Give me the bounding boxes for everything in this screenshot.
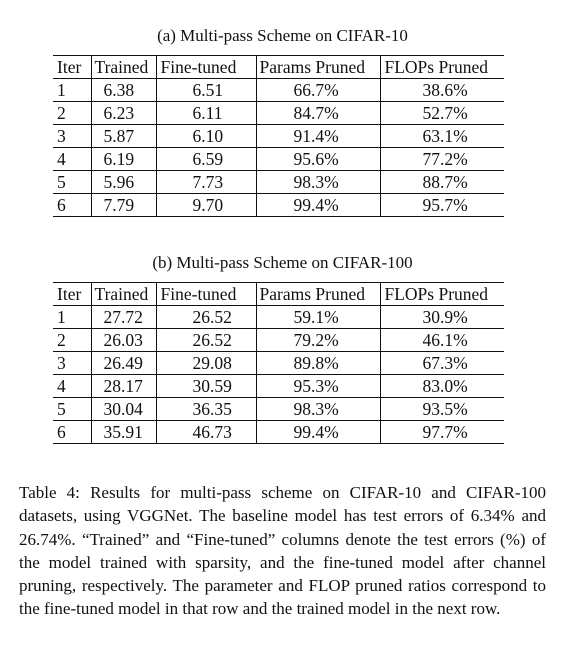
cell-iter: 6 (53, 194, 91, 217)
cell-trained: 5.96 (91, 171, 156, 194)
cell-fine-tuned: 26.52 (156, 329, 256, 352)
cell-fine-tuned: 46.73 (156, 421, 256, 444)
cell-flops-pruned: 63.1% (380, 125, 504, 148)
table-a (53, 55, 504, 217)
cell-params-pruned: 95.6% (256, 148, 380, 171)
cell-params-pruned: 95.3% (256, 375, 380, 398)
cell-iter: 5 (53, 398, 91, 421)
cell-trained: 26.03 (91, 329, 156, 352)
cell-fine-tuned: 29.08 (156, 352, 256, 375)
cell-params-pruned: 99.4% (256, 194, 380, 217)
table-row (53, 306, 504, 329)
cell-iter: 3 (53, 352, 91, 375)
cell-iter: 3 (53, 125, 91, 148)
cell-fine-tuned: 6.10 (156, 125, 256, 148)
cell-fine-tuned: 26.52 (156, 306, 256, 329)
table-row (53, 398, 504, 421)
cell-params-pruned: 98.3% (256, 398, 380, 421)
cell-flops-pruned: 88.7% (380, 171, 504, 194)
header-row (53, 283, 504, 306)
column-header-iter: Iter (53, 283, 91, 306)
table-b-body (53, 283, 504, 444)
cell-trained: 5.87 (91, 125, 156, 148)
cell-flops-pruned: 46.1% (380, 329, 504, 352)
table-row (53, 102, 504, 125)
cell-trained: 35.91 (91, 421, 156, 444)
cell-iter: 2 (53, 102, 91, 125)
cell-trained: 6.38 (91, 79, 156, 102)
cell-flops-pruned: 97.7% (380, 421, 504, 444)
column-header-flops-pruned: FLOPs Pruned (380, 283, 504, 306)
column-header-params-pruned: Params Pruned (256, 283, 380, 306)
cell-params-pruned: 91.4% (256, 125, 380, 148)
cell-params-pruned: 66.7% (256, 79, 380, 102)
cell-fine-tuned: 6.11 (156, 102, 256, 125)
table-b-caption: (b) Multi-pass Scheme on CIFAR-100 (152, 253, 413, 272)
cell-iter: 6 (53, 421, 91, 444)
cell-params-pruned: 89.8% (256, 352, 380, 375)
table-a-body (53, 56, 504, 217)
cell-trained: 6.23 (91, 102, 156, 125)
cell-params-pruned: 98.3% (256, 171, 380, 194)
cell-params-pruned: 99.4% (256, 421, 380, 444)
cell-trained: 7.79 (91, 194, 156, 217)
table-row (53, 329, 504, 352)
cell-flops-pruned: 77.2% (380, 148, 504, 171)
column-header-trained: Trained (91, 283, 156, 306)
cell-iter: 5 (53, 171, 91, 194)
cell-trained: 28.17 (91, 375, 156, 398)
cell-params-pruned: 84.7% (256, 102, 380, 125)
cell-trained: 27.72 (91, 306, 156, 329)
table-row (53, 352, 504, 375)
table-caption: Table 4: Results for multi-pass scheme on CIFAR-10 and CIFAR-100 datasets, using VGGNet. The baseline model has test errors of 6.34% and 26.74%. “Trained” and “Fine-tuned” columns denote the test errors (%) of the model trained with sparsity, and the fine-tuned model after channel pruning, respectively. The parameter and FLOP pruned ratios correspond to the fine-tuned model in that row and the trained model in the next row. (19, 483, 546, 619)
cell-params-pruned: 79.2% (256, 329, 380, 352)
cell-flops-pruned: 52.7% (380, 102, 504, 125)
table-row (53, 125, 504, 148)
column-header-params-pruned: Params Pruned (256, 56, 380, 79)
header-row (53, 56, 504, 79)
cell-flops-pruned: 67.3% (380, 352, 504, 375)
cell-params-pruned: 59.1% (256, 306, 380, 329)
column-header-fine-tuned: Fine-tuned (156, 56, 256, 79)
cell-iter: 4 (53, 148, 91, 171)
cell-flops-pruned: 30.9% (380, 306, 504, 329)
column-header-trained: Trained (91, 56, 156, 79)
cell-iter: 1 (53, 79, 91, 102)
cell-fine-tuned: 9.70 (156, 194, 256, 217)
cell-trained: 26.49 (91, 352, 156, 375)
cell-iter: 1 (53, 306, 91, 329)
cell-fine-tuned: 6.59 (156, 148, 256, 171)
cell-iter: 2 (53, 329, 91, 352)
cell-trained: 30.04 (91, 398, 156, 421)
table-row (53, 148, 504, 171)
cell-trained: 6.19 (91, 148, 156, 171)
table-row (53, 171, 504, 194)
cell-fine-tuned: 30.59 (156, 375, 256, 398)
cell-iter: 4 (53, 375, 91, 398)
table-row (53, 375, 504, 398)
cell-fine-tuned: 36.35 (156, 398, 256, 421)
table-b (53, 282, 504, 444)
table-row (53, 79, 504, 102)
cell-fine-tuned: 7.73 (156, 171, 256, 194)
cell-flops-pruned: 83.0% (380, 375, 504, 398)
cell-flops-pruned: 93.5% (380, 398, 504, 421)
column-header-iter: Iter (53, 56, 91, 79)
column-header-flops-pruned: FLOPs Pruned (380, 56, 504, 79)
cell-flops-pruned: 38.6% (380, 79, 504, 102)
table-row (53, 194, 504, 217)
table-a-caption: (a) Multi-pass Scheme on CIFAR-10 (157, 26, 408, 45)
cell-flops-pruned: 95.7% (380, 194, 504, 217)
cell-fine-tuned: 6.51 (156, 79, 256, 102)
column-header-fine-tuned: Fine-tuned (156, 283, 256, 306)
table-row (53, 421, 504, 444)
